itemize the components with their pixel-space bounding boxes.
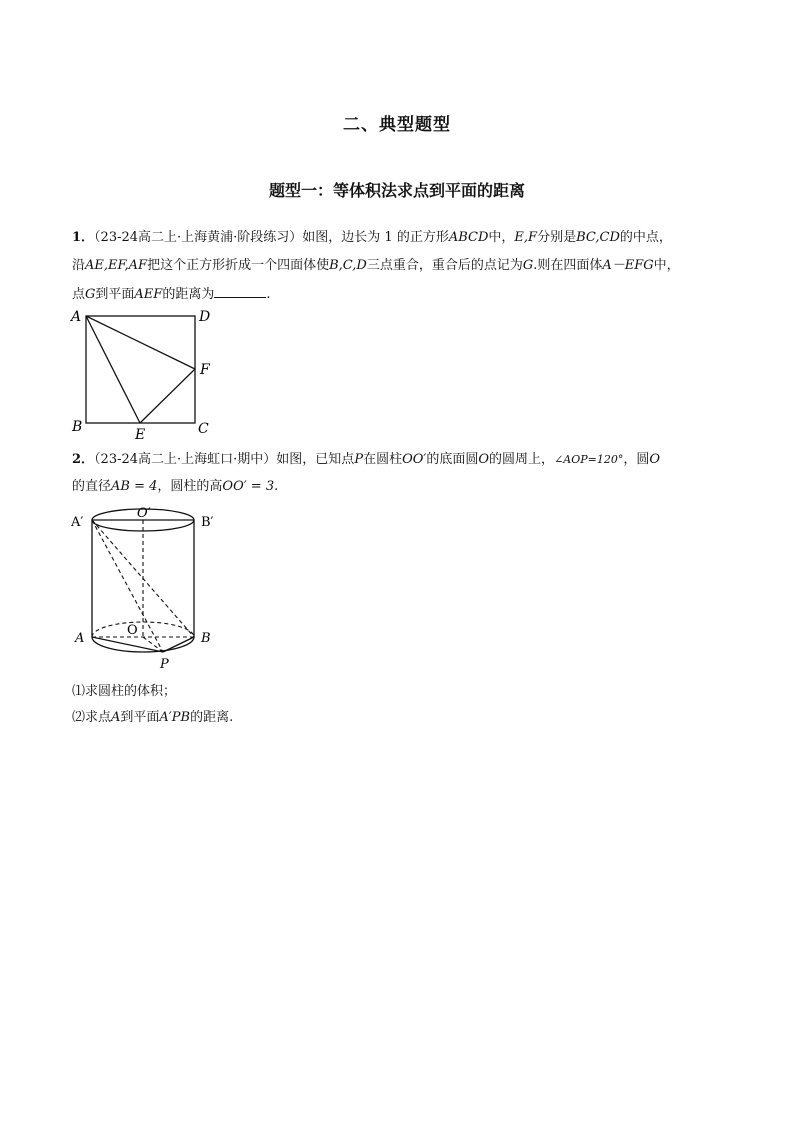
problem-number: 2． — [72, 452, 95, 467]
text: . — [274, 479, 279, 494]
math: BC,CD — [576, 230, 620, 245]
text: 的圆周上， — [489, 452, 555, 467]
text: 中， — [488, 230, 515, 245]
label-p: P — [160, 657, 169, 672]
text: ，圆柱的高 — [157, 479, 223, 494]
label-o-prime: O′ — [137, 506, 151, 521]
problem2-line2 — [72, 478, 278, 496]
text: 的中点， — [619, 230, 672, 245]
text: ⑵求点 — [72, 710, 112, 725]
text: ，圆 — [623, 452, 650, 467]
fold-line-ae — [86, 316, 140, 423]
segment-pb — [163, 637, 194, 652]
square-outline — [86, 316, 195, 423]
math: OO′ — [402, 452, 427, 467]
section-title: 二、典型题型 — [343, 115, 451, 135]
problem-number: 1． — [72, 230, 95, 245]
problem1-line2 — [72, 257, 680, 275]
label-a-prime: A′ — [71, 515, 84, 530]
problem2-line1 — [72, 451, 660, 469]
fold-line-ef — [140, 369, 195, 423]
subsection-title: 题型一：等体积法求点到平面的距离 — [268, 181, 525, 200]
math: OO′ = 3 — [222, 479, 275, 494]
text: .则在四面体 — [533, 258, 603, 273]
label-b: B — [201, 631, 211, 646]
text: 的直径 — [72, 479, 112, 494]
math: AE,EF,AF — [85, 258, 148, 273]
label-d: D — [199, 309, 211, 325]
math: G — [85, 287, 96, 302]
text: 到平面 — [120, 710, 160, 725]
math: A′PB — [159, 710, 191, 725]
text: 在圆柱 — [363, 452, 403, 467]
text: 如图，已知点 — [276, 452, 355, 467]
math: A－EFG — [602, 258, 654, 273]
text: 点 — [72, 287, 86, 302]
fold-line-af — [86, 316, 195, 369]
label-b-prime: B′ — [201, 515, 214, 530]
label-c: C — [198, 421, 209, 437]
text: 把这个正方形折成一个四面体使 — [147, 258, 330, 273]
text: 的距离为 — [162, 287, 215, 302]
question-1: ⑴求圆柱的体积； — [72, 684, 177, 699]
math: O — [478, 452, 490, 467]
math: O — [649, 452, 661, 467]
math: G — [522, 258, 534, 273]
label-f: F — [200, 362, 210, 378]
problem-source: （23-24高二上·上海虹口·期中） — [94, 452, 277, 467]
math: AEF — [134, 287, 163, 302]
cylinder-figure — [65, 500, 225, 675]
text: 到平面 — [95, 287, 135, 302]
question-2 — [72, 709, 233, 727]
text: 沿 — [72, 258, 86, 273]
square-figure — [65, 305, 225, 445]
math: B,C,D — [329, 258, 367, 273]
text: 中， — [653, 258, 680, 273]
text: 如图，边长为 1 的正方形 — [302, 230, 449, 245]
math: AB = 4 — [111, 479, 158, 494]
text: 的底面圆 — [426, 452, 479, 467]
text: 的距离. — [190, 710, 234, 725]
problem-source: （23-24高二上·上海黄浦·阶段练习） — [94, 230, 303, 245]
segment-ap — [92, 637, 163, 652]
label-a: A — [71, 309, 82, 325]
problem1-line1 — [72, 229, 672, 247]
math: P — [354, 452, 364, 467]
math: ABCD — [448, 230, 489, 245]
text: 分别是 — [537, 230, 577, 245]
label-b: B — [72, 419, 83, 435]
math: A — [111, 710, 121, 725]
text: 三点重合，重合后的点记为 — [366, 258, 523, 273]
problem1-line3 — [72, 285, 270, 304]
label-e: E — [135, 427, 146, 443]
math: ∠AOP=120° — [554, 453, 624, 466]
label-o: O — [127, 623, 138, 638]
label-a: A — [75, 631, 85, 646]
math: E,F — [514, 230, 538, 245]
text: . — [266, 287, 271, 302]
answer-blank — [214, 285, 266, 298]
